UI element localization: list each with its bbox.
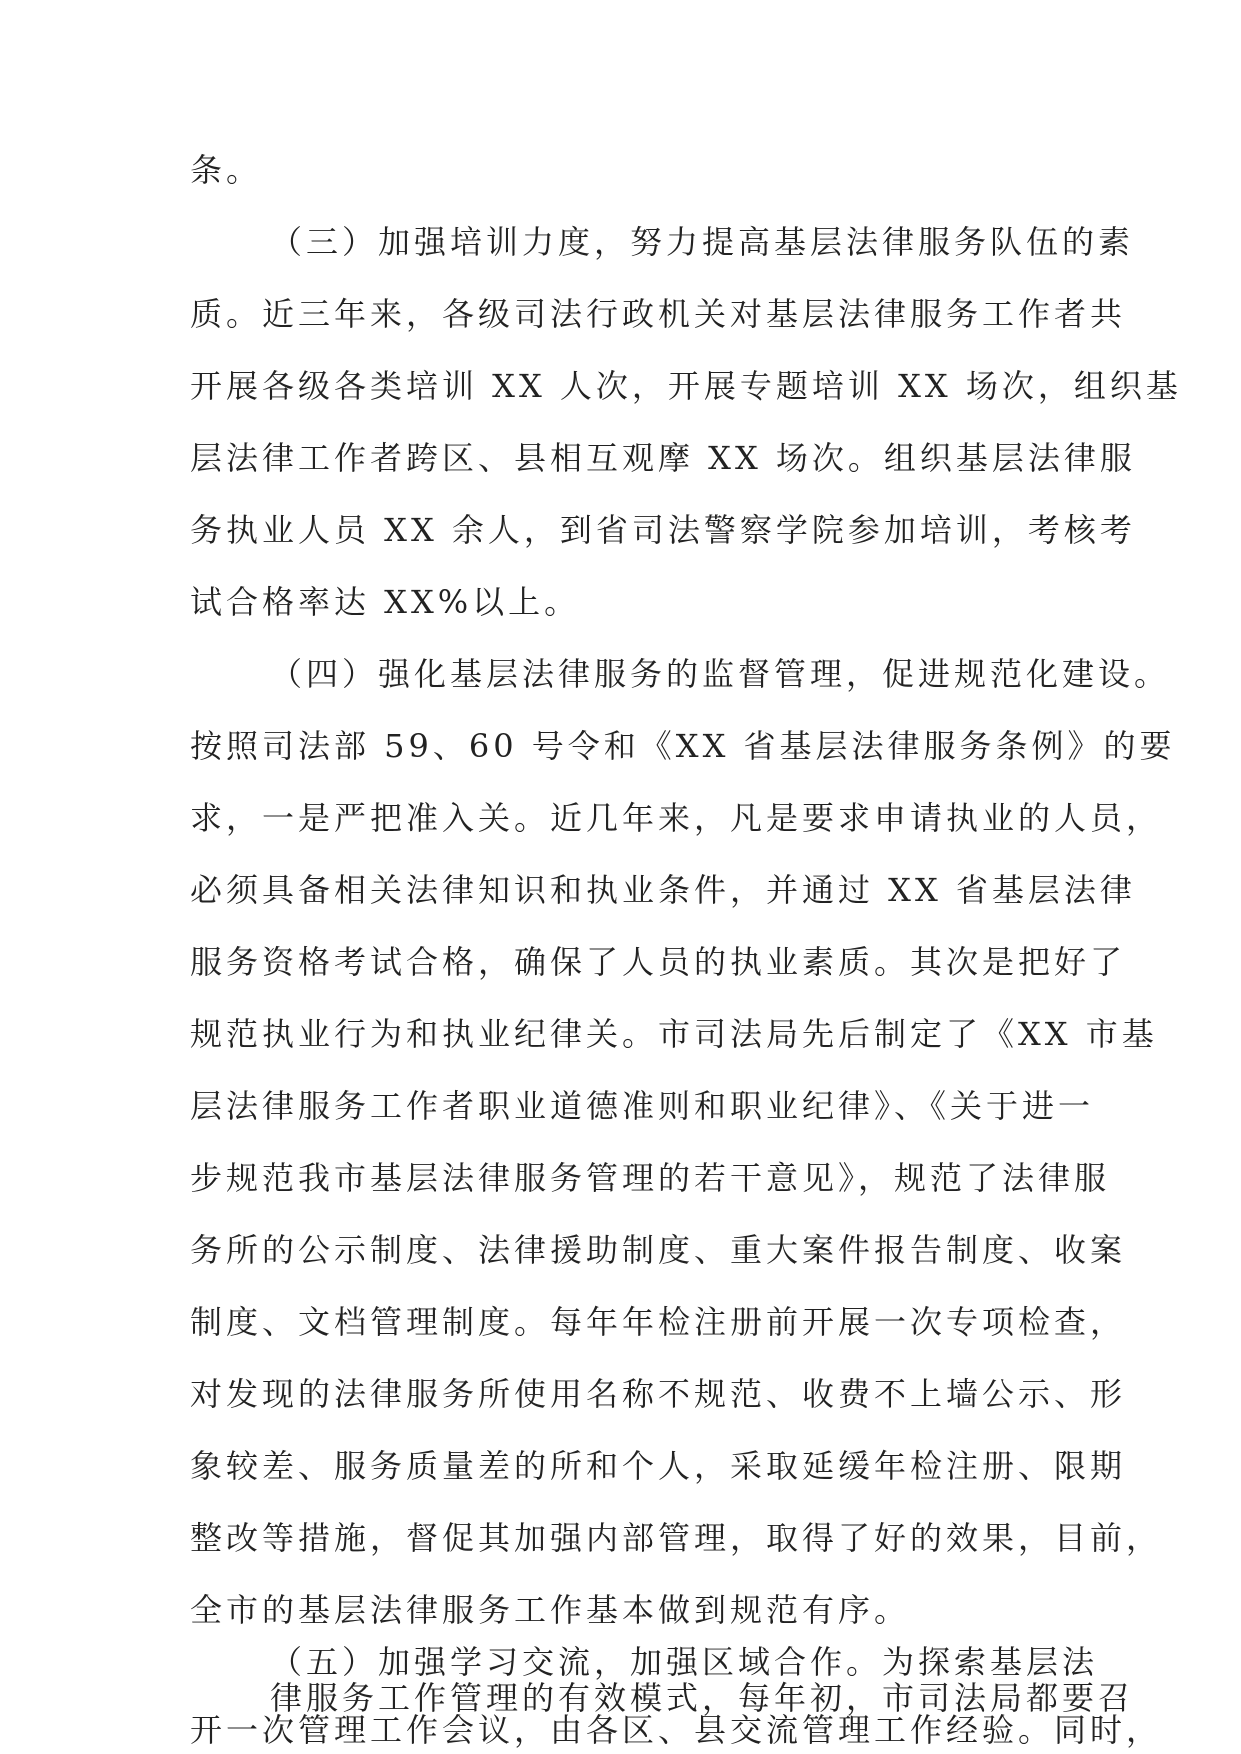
text-line: 整改等措施，督促其加强内部管理，取得了好的效果，目前， [190, 1519, 1163, 1557]
text-line: 求，一是严把准入关。近几年来，凡是要求申请执业的人员， [190, 799, 1163, 837]
text-line: 条。 [190, 151, 263, 189]
text-line: 步规范我市基层法律服务管理的若干意见》，规范了法律服 [190, 1159, 1111, 1197]
text-line: 制度、文档管理制度。每年年检注册前开展一次专项检查， [190, 1303, 1127, 1341]
text-line: 质。近三年来，各级司法行政机关对基层法律服务工作者共 [190, 295, 1127, 333]
text-line: 按照司法部 59、60 号令和《XX 省基层法律服务条例》的要 [190, 727, 1176, 765]
text-line: 服务资格考试合格，确保了人员的执业素质。其次是把好了 [190, 943, 1127, 981]
text-line: 层法律工作者跨区、县相互观摩 XX 场次。组织基层法律服 [190, 439, 1136, 477]
text-line: 务所的公示制度、法律援助制度、重大案件报告制度、收案 [190, 1231, 1127, 1269]
text-line: 层法律服务工作者职业道德准则和职业纪律》、《关于进一 [190, 1087, 1095, 1125]
section-heading-4: （四）强化基层法律服务的监督管理，促进规范化建设。 [270, 655, 1171, 693]
text-line: 规范执业行为和执业纪律关。市司法局先后制定了《XX 市基 [190, 1015, 1158, 1053]
text-line: 务执业人员 XX 余人，到省司法警察学院参加培训，考核考 [190, 511, 1136, 549]
text-line: 必须具备相关法律知识和执业条件，并通过 XX 省基层法律 [190, 871, 1136, 909]
text-line: 对发现的法律服务所使用名称不规范、收费不上墙公示、形 [190, 1375, 1127, 1413]
text-line: 开一次管理工作会议，由各区、县交流管理工作经验。同时， [190, 1711, 1163, 1749]
section-heading-5: （五）加强学习交流，加强区域合作。为探索基层法 [270, 1643, 1099, 1681]
text-line: 象较差、服务质量差的所和个人，采取延缓年检注册、限期 [190, 1447, 1127, 1485]
text-line: 试合格率达 XX%以上。 [190, 583, 581, 621]
text-line: 全市的基层法律服务工作基本做到规范有序。 [190, 1591, 911, 1629]
section-heading-3: （三）加强培训力度，努力提高基层法律服务队伍的素 [270, 223, 1135, 261]
text-line: 开展各级各类培训 XX 人次，开展专题培训 XX 场次，组织基 [190, 367, 1182, 405]
text-line: 律服务工作管理的有效模式，每年初，市司法局都要召 [270, 1679, 1135, 1717]
